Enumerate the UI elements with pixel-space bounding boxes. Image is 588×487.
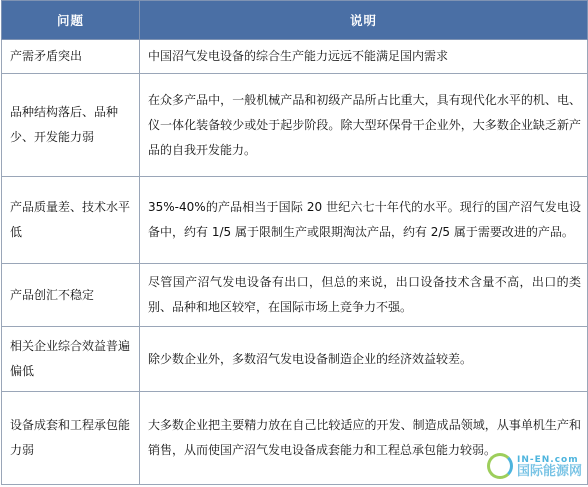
description-cell: 尽管国产沼气发电设备有出口，但总的来说，出口设备技术含量不高，出口的类别、品种和地区较窄，在国际市场上竞争力不强。: [140, 264, 588, 327]
issue-cell: 相关企业综合效益普遍偏低: [2, 327, 140, 392]
table-row: [2, 392, 588, 485]
description-cell: 除少数企业外，多数沼气发电设备制造企业的经济效益较差。: [140, 327, 588, 392]
description-cell: 35%-40%的产品相当于国际 20 世纪六七十年代的水平。现行的国产沼气发电设备中，约有 1/5 属于限制生产或限期淘汰产品，约有 2/5 属于需要改进的产品。: [140, 177, 588, 264]
header-description: 说明: [140, 1, 588, 40]
description-cell: 在众多产品中，一般机械产品和初级产品所占比重大，具有现代化水平的机、电、仪一体化装备较少或处于起步阶段。除大型环保骨干企业外，大多数企业缺乏新产品的自我开发能力。: [140, 74, 588, 177]
issue-cell: 设备成套和工程承包能力弱: [2, 392, 140, 485]
table-row: [2, 264, 588, 327]
watermark-en: IN-EN.com: [516, 455, 579, 465]
table-body: [2, 40, 588, 485]
description-cell: 中国沼气发电设备的综合生产能力远远不能满足国内需求: [140, 40, 588, 74]
header-issue: 问题: [2, 1, 140, 40]
issue-cell: 产品质量差、技术水平低: [2, 177, 140, 264]
table-row: [2, 177, 588, 264]
header-row: [2, 1, 588, 40]
table-row: [2, 40, 588, 74]
description-cell: 大多数企业把主要精力放在自己比较适应的开发、制造成品领域，从事单机生产和销售，从而使国产沼气发电设备成套能力和工程总承包能力较弱。: [140, 392, 588, 485]
table-row: [2, 327, 588, 392]
issues-table: [1, 0, 588, 485]
issue-cell: 产品创汇不稳定: [2, 264, 140, 327]
watermark-cn: 国际能源网: [516, 464, 582, 479]
table-row: [2, 74, 588, 177]
issue-cell: 品种结构落后、品种少、开发能力弱: [2, 74, 140, 177]
issue-cell: 产需矛盾突出: [2, 40, 140, 74]
table-header: [2, 1, 588, 40]
